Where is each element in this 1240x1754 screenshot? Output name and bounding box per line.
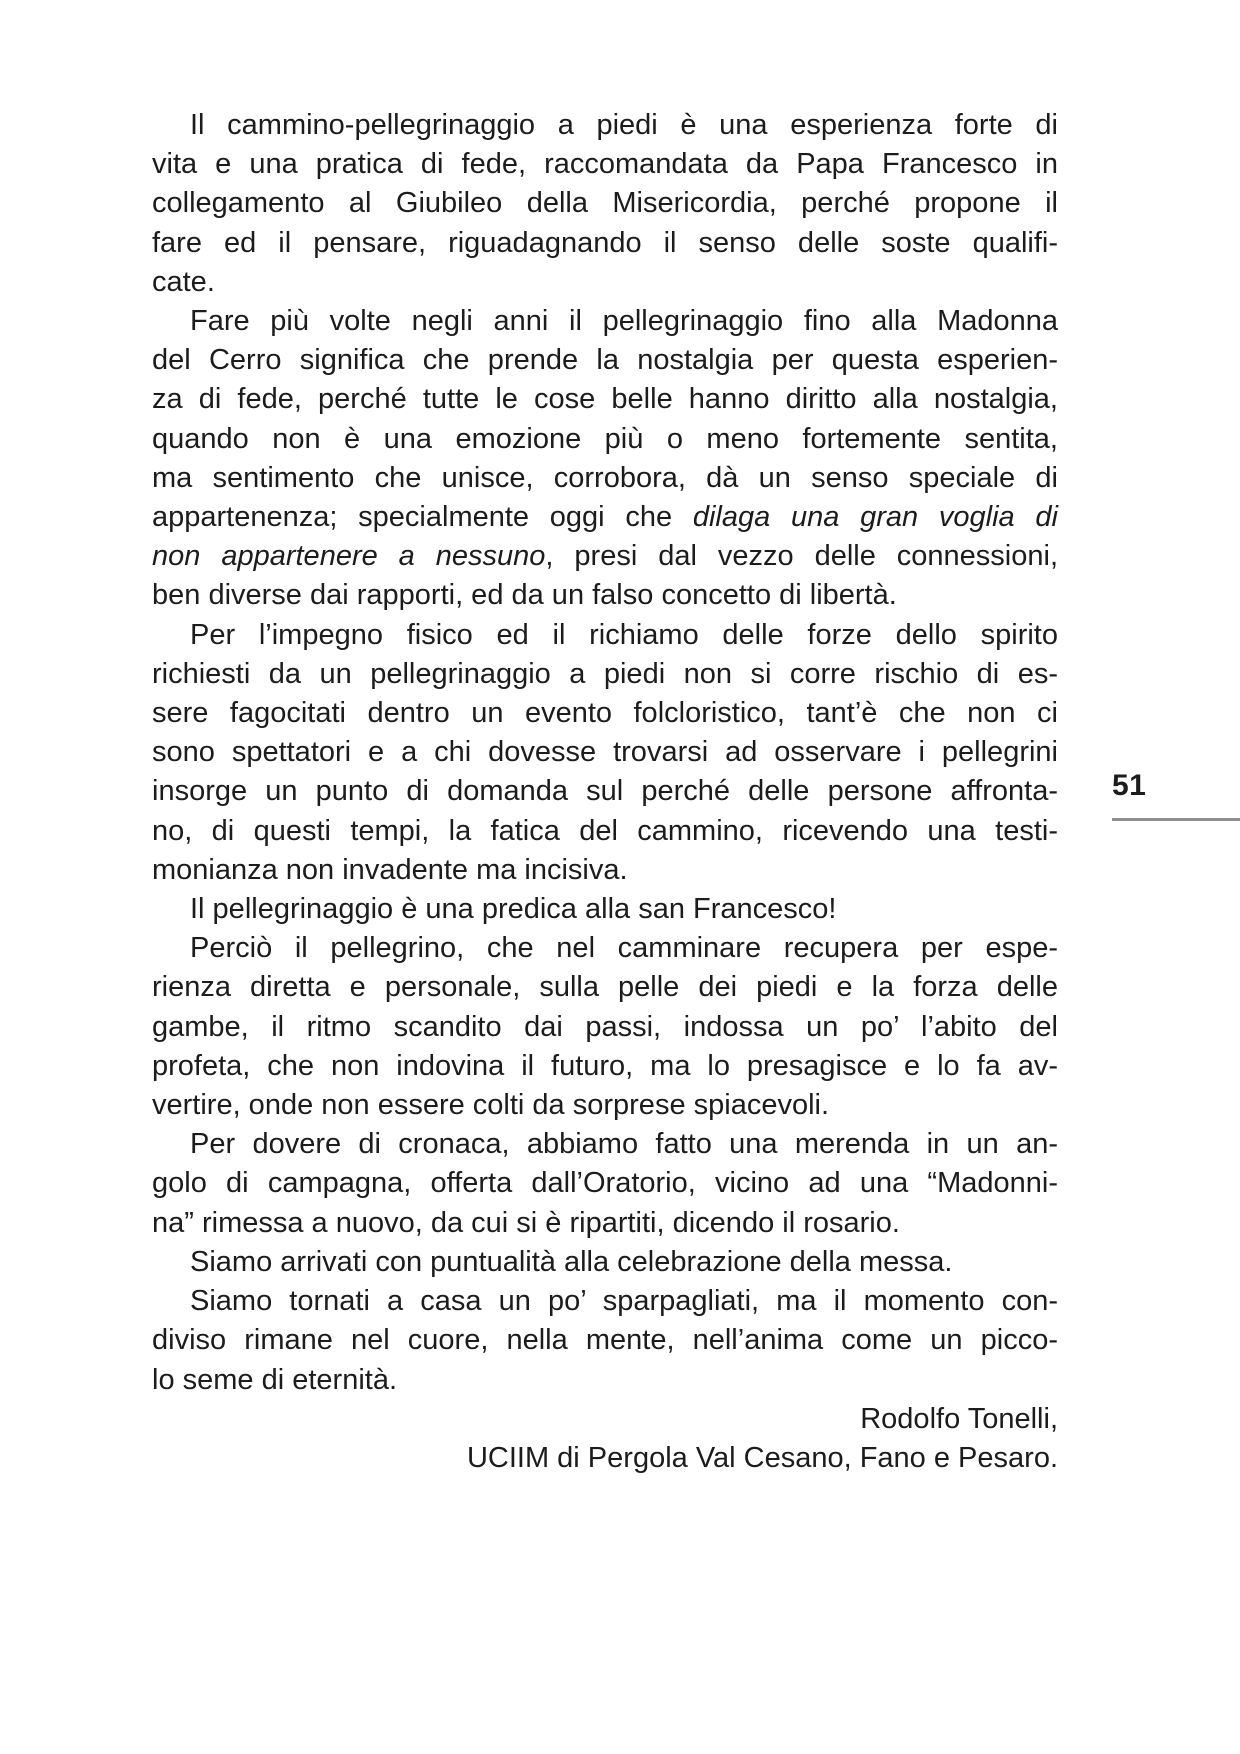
text-run: fare ed il pensare, riguadagnando il senso delle soste qualifi- [152,226,1058,259]
text-run: golo di campagna, offerta dall’Oratorio, vicino ad una “Madonni- [152,1167,1058,1200]
paragraph-line [152,1282,1058,1321]
paragraph-line [152,263,1058,302]
paragraph [152,1243,1058,1282]
paragraph-line [152,812,1058,851]
text-column [152,106,1058,1478]
paragraph [152,890,1058,929]
paragraph-line [152,1086,1058,1125]
paragraph [152,616,1058,890]
paragraph-line [152,1008,1058,1047]
text-run: richiesti da un pellegrinaggio a piedi non si corre rischio di es- [152,657,1058,690]
signature-block [152,1400,1058,1478]
text-run: Fare più volte negli anni il pellegrinaggio fino alla Madonna [190,305,1058,338]
text-run: sere fagocitati dentro un evento folcloristico, tant’è che non ci [152,697,1058,730]
paragraph-line [152,106,1058,145]
text-run: appartenenza; specialmente oggi che [152,501,693,534]
paragraph-line [152,498,1058,537]
text-run: Per l’impegno fisico ed il richiamo delle forze dello spirito [190,618,1058,651]
text-run: Siamo arrivati con puntualità alla celebrazione della messa. [190,1245,953,1278]
signature-line: Rodolfo Tonelli, [860,1402,1058,1435]
paragraph-line [152,1361,1058,1400]
text-run: monianza non invadente ma incisiva. [152,853,628,886]
text-run: cate. [152,265,215,298]
text-run: del Cerro significa che prende la nostalgia per questa esperien- [152,344,1058,377]
paragraph-line [152,616,1058,655]
paragraph-line [152,851,1058,890]
text-run: gambe, il ritmo scandito dai passi, indossa un po’ l’abito del [152,1010,1058,1043]
paragraph-line [152,694,1058,733]
paragraph-line [152,537,1058,576]
text-run: ben diverse dai rapporti, ed da un falso concetto di libertà. [152,579,897,612]
paragraph-line [152,772,1058,811]
text-run: rienza diretta e personale, sulla pelle dei piedi e la forza delle [152,971,1058,1004]
text-run: insorge un punto di domanda sul perché delle persone affronta- [152,775,1058,808]
text-run: quando non è una emozione più o meno fortemente sentita, [152,422,1058,455]
text-run: lo seme di eternità. [152,1363,398,1396]
paragraph-line [152,1321,1058,1360]
paragraph [152,929,1058,1125]
italic-text-run: non appartenere a nessuno [152,540,546,573]
paragraph-line [152,420,1058,459]
paragraph-line [152,184,1058,223]
signature-line: UCIIM di Pergola Val Cesano, Fano e Pesaro. [466,1441,1058,1474]
text-run: diviso rimane nel cuore, nella mente, nell’anima come un picco- [152,1324,1058,1357]
paragraph-line [152,655,1058,694]
paragraph-line [152,1125,1058,1164]
paragraph-line [152,890,1058,929]
paragraph-line [152,224,1058,263]
text-run: Per dovere di cronaca, abbiamo fatto una merenda in un an- [190,1128,1058,1161]
text-run: za di fede, perché tutte le cose belle hanno diritto alla nostalgia, [152,383,1058,416]
text-run: Il pellegrinaggio è una predica alla san Francesco! [190,893,837,926]
page-number: 51 [1112,769,1147,802]
text-run: , presi dal vezzo delle connessioni, [545,540,1058,573]
text-run: na” rimessa a nuovo, da cui si è ripartiti, dicendo il rosario. [152,1206,900,1239]
text-run: Il cammino-pellegrinaggio a piedi è una esperienza forte di [190,109,1058,141]
text-run: vita e una pratica di fede, raccomandata da Papa Francesco in [152,148,1058,181]
text-run: collegamento al Giubileo della Misericordia, perché propone il [152,187,1058,220]
paragraph-line [152,1204,1058,1243]
paragraph-line [152,380,1058,419]
paragraph [152,1125,1058,1243]
paragraph-line [152,929,1058,968]
text-run: sono spettatori e a chi dovesse trovarsi ad osservare i pellegrini [152,736,1058,769]
paragraph-line [152,1243,1058,1282]
text-run: ma sentimento che unisce, corrobora, dà un senso speciale di [152,461,1058,494]
italic-text-run: dilaga una gran voglia di [692,501,1058,534]
paragraph-line [152,1164,1058,1203]
paragraph-line [152,733,1058,772]
paragraph-line [152,576,1058,615]
paragraph-line [152,341,1058,380]
paragraph-line [152,968,1058,1007]
text-run: no, di questi tempi, la fatica del cammino, ricevendo una testi- [152,814,1058,847]
paragraph [152,1282,1058,1400]
text-run: vertire, onde non essere colti da sorprese spiacevoli. [152,1089,830,1122]
paragraph-line [152,1047,1058,1086]
margin-rule [1112,818,1240,821]
text-run: Perciò il pellegrino, che nel camminare recupera per espe- [190,932,1058,965]
text-run: Siamo tornati a casa un po’ sparpagliati, ma il momento con- [190,1285,1058,1318]
paragraph-line [152,302,1058,341]
paragraph-line [152,459,1058,498]
paragraph-line [152,145,1058,184]
text-run: profeta, che non indovina il futuro, ma lo presagisce e lo fa av- [152,1049,1058,1082]
paragraph [152,106,1058,302]
paragraph [152,302,1058,616]
